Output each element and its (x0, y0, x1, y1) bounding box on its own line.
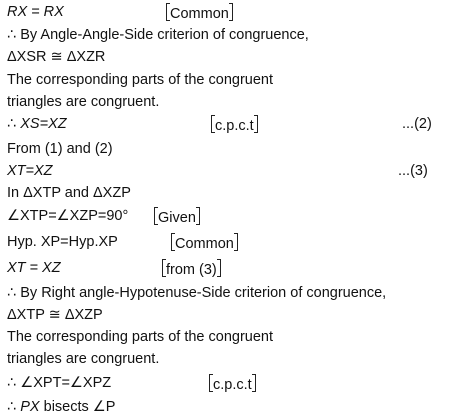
reason-text: from (3) (166, 262, 217, 278)
statement-hypotenuse: Hyp. XP=Hyp.XP (7, 234, 118, 250)
statement-text: XS=XZ (20, 116, 67, 132)
reason-common-1 (166, 3, 233, 23)
reason-given (154, 207, 200, 227)
cpct-explanation-1a: The corresponding parts of the congruent (7, 72, 273, 88)
statement-right-angles: ∠XTP=∠XZP=90° (7, 208, 129, 224)
therefore-symbol: ∴ (7, 399, 21, 415)
therefore-symbol: ∴ (7, 116, 21, 132)
from-1-and-2: From (1) and (2) (7, 141, 113, 157)
cpct-explanation-2a: The corresponding parts of the congruent (7, 329, 273, 345)
rhs-criterion-line: ∴ By Right angle-Hypotenuse-Side criterion of congruence, (7, 285, 387, 301)
conclusion-subject: PX (20, 399, 40, 415)
statement-rx: RX = RX (7, 4, 64, 20)
congruence-xtp-xzp: ΔXTP ≅ ΔXZP (7, 307, 103, 323)
equation-ref-2: ...(2) (402, 116, 432, 132)
conclusion-text: bisects ∠P (39, 399, 116, 415)
aas-criterion-line: ∴ By Angle-Angle-Side criterion of congruence, (7, 27, 309, 43)
statement-xt-xz-side: XT = XZ (7, 260, 61, 276)
reason-text: c.p.c.t (215, 118, 254, 134)
statement-xt-xz: XT=XZ (7, 163, 53, 179)
statement-angles-xpt-xpz (7, 374, 111, 392)
equation-ref-3: ...(3) (398, 163, 428, 179)
cpct-explanation-1b: triangles are congruent. (7, 94, 160, 110)
statement-xs-xz (7, 115, 67, 133)
therefore-symbol: ∴ (7, 375, 21, 391)
reason-cpct-2 (209, 374, 256, 394)
reason-text: Common (170, 6, 229, 22)
reason-text: c.p.c.t (213, 377, 252, 393)
statement-text: ∠XPT=∠XPZ (20, 375, 112, 391)
in-triangles-line: In ΔXTP and ΔXZP (7, 185, 131, 201)
reason-text: Common (175, 236, 234, 252)
cpct-explanation-2b: triangles are congruent. (7, 351, 160, 367)
reason-text: Given (158, 210, 196, 226)
congruence-xsr-xzr: ΔXSR ≅ ΔXZR (7, 49, 106, 65)
conclusion-bisects (7, 398, 115, 416)
reason-cpct-1 (211, 115, 258, 135)
reason-from-3 (162, 259, 221, 279)
reason-common-2 (171, 233, 238, 253)
